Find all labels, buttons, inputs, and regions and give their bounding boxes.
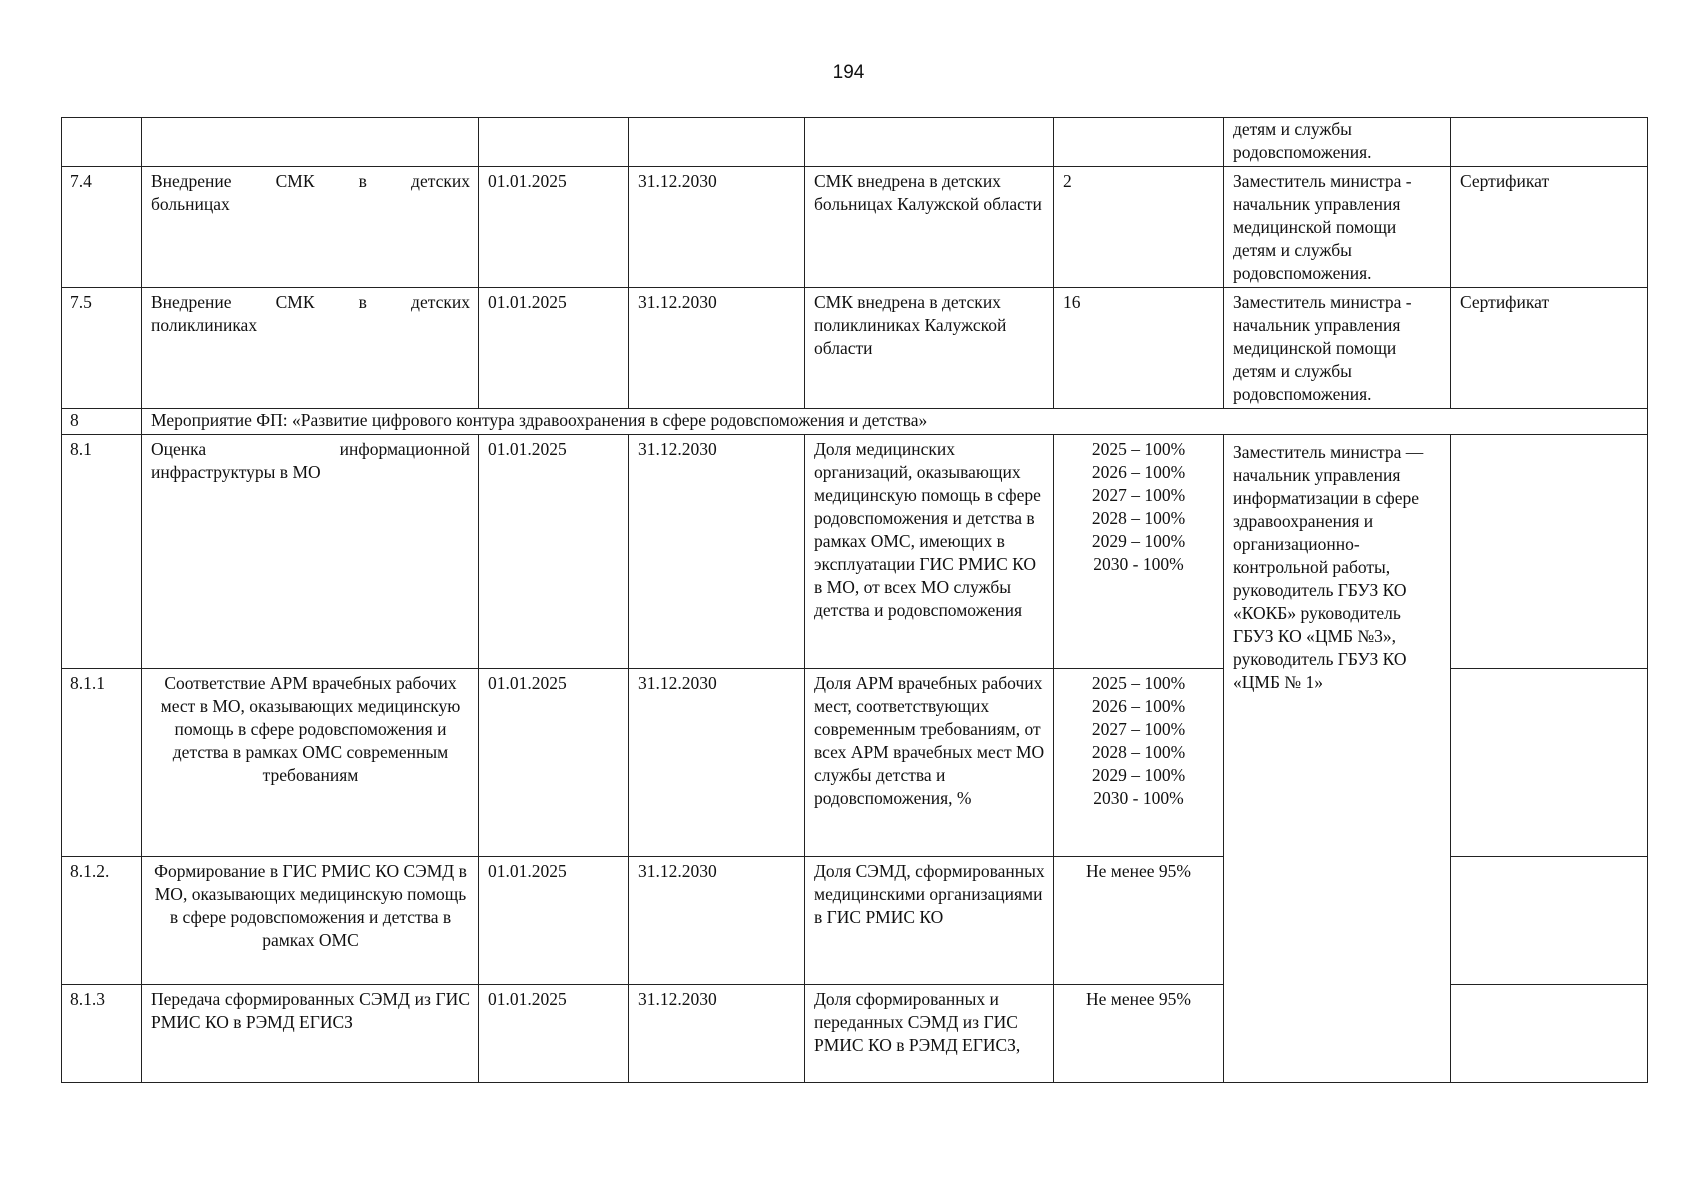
event-word: в [358,292,367,312]
table-row-continuation [62,118,1648,167]
event-word: СМК [275,171,315,191]
indicator: Доля АРМ врачебных рабочих мест, соответствующих современным требованиям, от всех АРМ врачебных мест МО службы детства и родовспоможения, % [805,669,1054,857]
target-values [1054,435,1224,669]
responsible: Заместитель министра - начальник управления медицинской помощи детям и службы родовспоможения. [1224,167,1451,288]
result [1451,857,1648,985]
target-value: 2029 – 100% [1091,765,1186,785]
page-number: 194 [832,62,865,83]
event-cell [142,167,479,288]
event-text: больницах [151,194,230,214]
row-number: 8.1.3 [62,985,142,1083]
target-value: 2030 - 100% [1093,788,1184,808]
row-number: 8.1.1 [62,669,142,857]
start-date: 01.01.2025 [479,857,629,985]
section-number: 8 [62,409,142,435]
target-value: 2027 – 100% [1091,485,1186,505]
start-date: 01.01.2025 [479,288,629,409]
cell-start [479,118,629,167]
cell-indicator [805,118,1054,167]
responsible: Заместитель министра - начальник управления медицинской помощи детям и службы родовспоможения. [1224,288,1451,409]
end-date: 31.12.2030 [629,857,805,985]
end-date: 31.12.2030 [629,435,805,669]
cell-event [142,118,479,167]
event-word: в [358,171,367,191]
target-value: 2025 – 100% [1091,673,1186,693]
start-date: 01.01.2025 [479,167,629,288]
event-word: Внедрение [151,292,232,312]
result [1451,669,1648,857]
end-date: 31.12.2030 [629,288,805,409]
indicator: Доля сформированных и переданных СЭМД из ГИС РМИС КО в РЭМД ЕГИСЗ, [805,985,1054,1083]
start-date: 01.01.2025 [479,435,629,669]
event-text: Соответствие АРМ врачебных рабочих мест в МО, оказывающих медицинскую помощь в сфере родовспоможения и детства в рамках ОМС современным требованиям [142,669,479,857]
cell-num [62,118,142,167]
event-word: Внедрение [151,171,232,191]
target-value: 2029 – 100% [1091,531,1186,551]
result: Сертификат [1451,167,1648,288]
target-value: 2028 – 100% [1091,508,1186,528]
target-value: 2027 – 100% [1091,719,1186,739]
indicator: Доля СЭМД, сформированных медицинскими организациями в ГИС РМИС КО [805,857,1054,985]
event-text: Передача сформированных СЭМД из ГИС РМИС КО в РЭМД ЕГИСЗ [142,985,479,1083]
row-number: 8.1 [62,435,142,669]
measures-table [61,117,1648,1083]
event-cell [142,288,479,409]
result [1451,985,1648,1083]
event-text: Формирование в ГИС РМИС КО СЭМД в МО, оказывающих медицинскую помощь в сфере родовспоможения и детства в рамках ОМС [142,857,479,985]
section-row [62,409,1648,435]
table-row [62,167,1648,288]
indicator: Доля медицинских организаций, оказывающих медицинскую помощь в сфере родовспоможения и детства в рамках ОМС, имеющих в эксплуатации ГИС РМИС КО в МО, от всех МО службы детства и родовспоможения [805,435,1054,669]
target-value: 2028 – 100% [1091,742,1186,762]
end-date: 31.12.2030 [629,167,805,288]
event-word: Оценка [151,439,207,459]
start-date: 01.01.2025 [479,669,629,857]
row-number: 8.1.2. [62,857,142,985]
table-row [62,435,1648,669]
target-value: 2025 – 100% [1091,439,1186,459]
cell-end [629,118,805,167]
event-word: детских [411,292,470,312]
event-cell [142,435,479,669]
target-value: 2030 - 100% [1093,554,1184,574]
indicator: СМК внедрена в детских больницах Калужской области [805,167,1054,288]
event-word: детских [411,171,470,191]
start-date: 01.01.2025 [479,985,629,1083]
cell-result [1451,118,1648,167]
row-number: 7.5 [62,288,142,409]
target-value: Не менее 95% [1054,985,1224,1083]
table-row [62,288,1648,409]
target-value: Не менее 95% [1054,857,1224,985]
event-word: информационной [339,439,470,459]
event-word: СМК [275,292,315,312]
end-date: 31.12.2030 [629,985,805,1083]
section-title: Мероприятие ФП: «Развитие цифрового контура здравоохранения в сфере родовспоможения и детства» [142,409,1648,435]
event-text: инфраструктуры в МО [151,462,321,482]
responsible-shared: Заместитель министра — начальник управления информатизации в сфере здравоохранения и организационно-контрольной работы, руководитель ГБУЗ КО «КОКБ» руководитель ГБУЗ КО «ЦМБ №3», руководитель ГБУЗ КО «ЦМБ № 1» [1224,435,1451,1083]
row-number: 7.4 [62,167,142,288]
cell-value [1054,118,1224,167]
target-value: 2026 – 100% [1091,696,1186,716]
result [1451,435,1648,669]
indicator: СМК внедрена в детских поликлиниках Калужской области [805,288,1054,409]
cell-responsible: детям и службы родовспоможения. [1224,118,1451,167]
target-values [1054,669,1224,857]
result: Сертификат [1451,288,1648,409]
target-value: 2 [1054,167,1224,288]
end-date: 31.12.2030 [629,669,805,857]
event-text: поликлиниках [151,315,258,335]
target-value: 2026 – 100% [1091,462,1186,482]
target-value: 16 [1054,288,1224,409]
